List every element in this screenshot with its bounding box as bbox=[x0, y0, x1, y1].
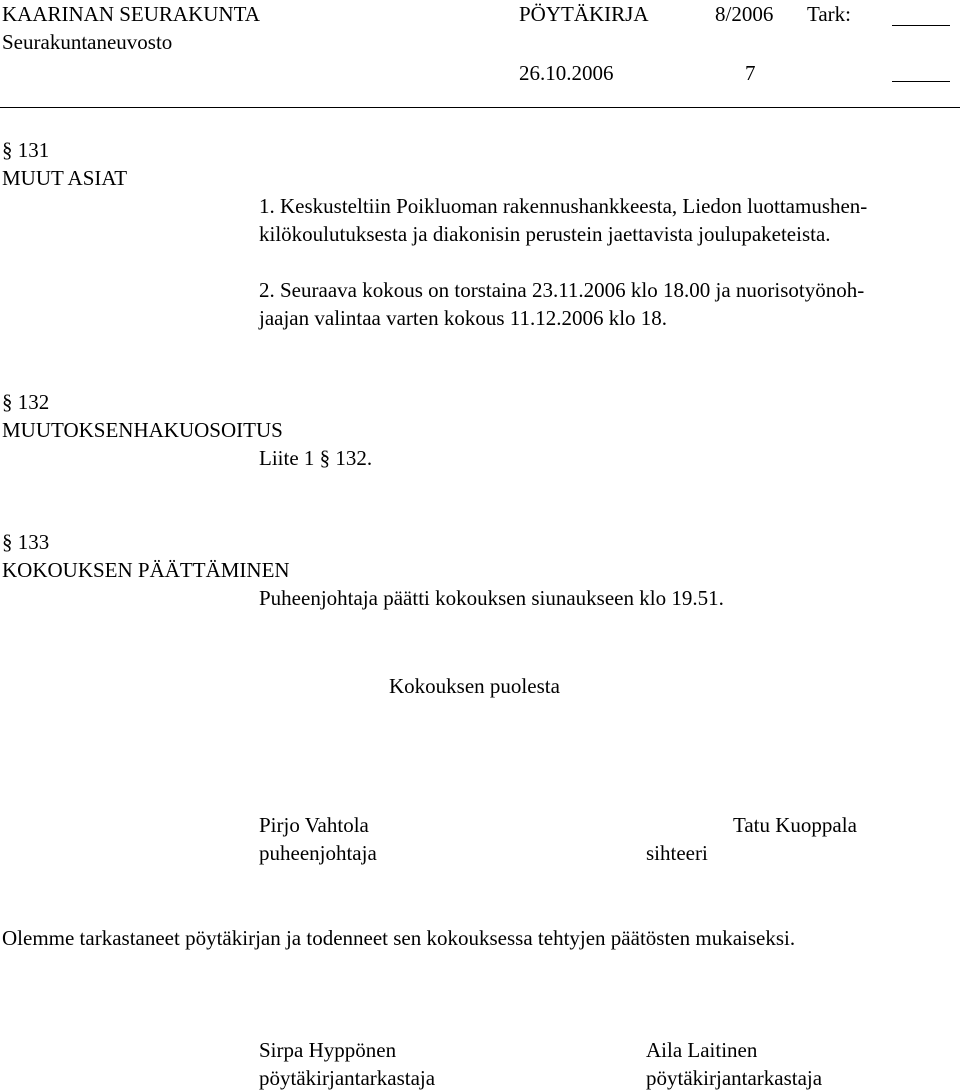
header-divider bbox=[0, 107, 960, 108]
section-133-text: Puheenjohtaja päätti kokouksen siunaukseen klo 19.51. bbox=[259, 586, 724, 610]
section-131-line-2: kilökoulutuksesta ja diakonisin perustein jaettavista joulupaketeista. bbox=[259, 222, 831, 246]
paragraph-symbol: § bbox=[2, 530, 13, 554]
section-133-title: KOKOUKSEN PÄÄTTÄMINEN bbox=[2, 558, 290, 582]
meeting-date: 26.10.2006 bbox=[519, 61, 614, 85]
paragraph-symbol: § bbox=[2, 390, 13, 414]
section-131-line-4: jaajan valintaa varten kokous 11.12.2006 klo 18. bbox=[259, 306, 668, 330]
inspection-label: Tark: bbox=[807, 2, 852, 26]
section-132-title: MUUTOKSENHAKUOSOITUS bbox=[2, 418, 283, 442]
paragraph-symbol: § bbox=[2, 138, 13, 162]
paragraph-symbol: § bbox=[319, 446, 331, 470]
inspection-initials-line bbox=[892, 25, 950, 26]
chair-role: puheenjohtaja bbox=[259, 841, 377, 865]
verifier-2-name: Aila Laitinen bbox=[646, 1038, 758, 1062]
document-type: PÖYTÄKIRJA bbox=[519, 2, 649, 26]
closing-phrase: Kokouksen puolesta bbox=[389, 674, 560, 698]
verifier-2-role: pöytäkirjantarkastaja bbox=[646, 1066, 823, 1090]
section-132-attachment: Liite 1 § 132. bbox=[259, 446, 373, 470]
section-132-number: § 132 bbox=[2, 390, 50, 414]
section-131-title: MUUT ASIAT bbox=[2, 166, 128, 190]
section-131-line-1: 1. Keskusteltiin Poikluoman rakennushankkeesta, Liedon luottamushen- bbox=[259, 194, 868, 218]
verifier-1-name: Sirpa Hyppönen bbox=[259, 1038, 397, 1062]
verifier-1-role: pöytäkirjantarkastaja bbox=[259, 1066, 436, 1090]
verification-statement: Olemme tarkastaneet pöytäkirjan ja todenneet sen kokouksessa tehtyjen päätösten mukaiseksi. bbox=[2, 926, 796, 950]
section-131-line-3: 2. Seuraava kokous on torstaina 23.11.2006 klo 18.00 ja nuorisotyönoh- bbox=[259, 278, 865, 302]
page-initials-line bbox=[892, 81, 950, 82]
section-131-number: § 131 bbox=[2, 138, 50, 162]
section-133-number: § 133 bbox=[2, 530, 50, 554]
document-number: 8/2006 bbox=[715, 2, 774, 26]
secretary-role: sihteeri bbox=[646, 841, 708, 865]
page-number: 7 bbox=[745, 61, 756, 85]
organization-name: KAARINAN SEURAKUNTA bbox=[2, 2, 260, 26]
chair-name: Pirjo Vahtola bbox=[259, 813, 369, 837]
secretary-name: Tatu Kuoppala bbox=[733, 813, 857, 837]
governing-body: Seurakuntaneuvosto bbox=[2, 30, 173, 54]
